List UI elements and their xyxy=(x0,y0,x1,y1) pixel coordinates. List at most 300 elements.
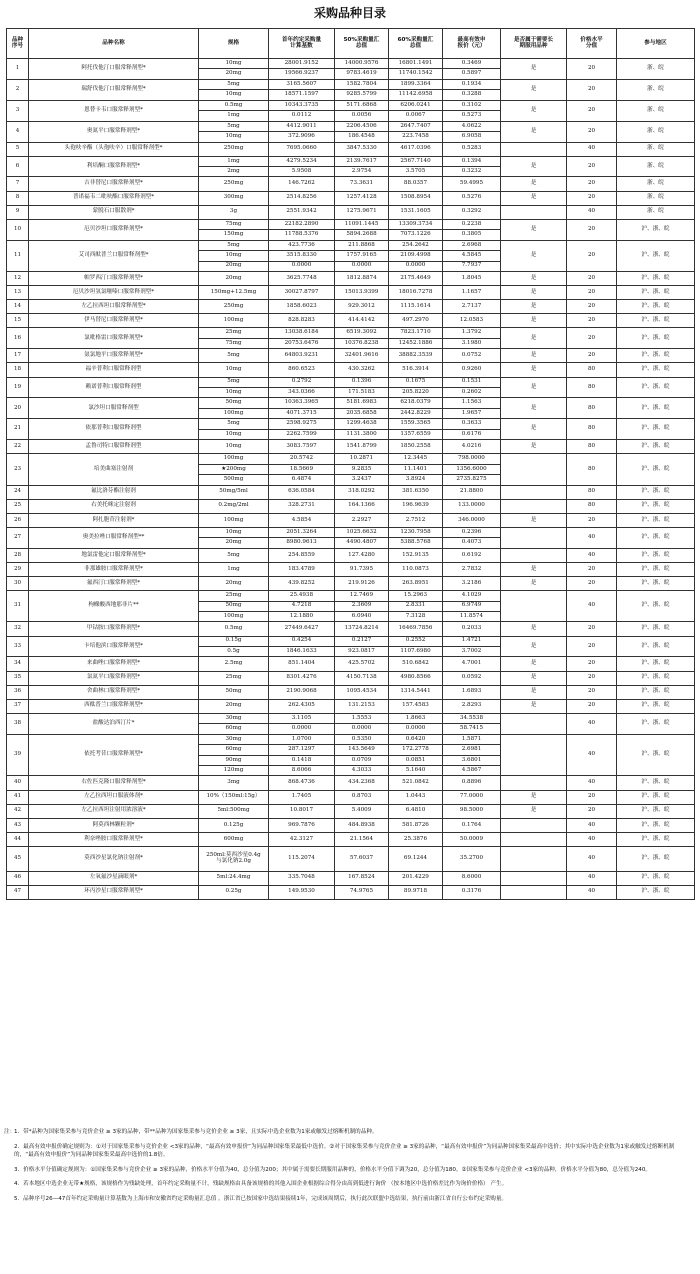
cell-region: 沪、浙、皖 xyxy=(617,885,695,899)
cell-60: 6.4810 xyxy=(389,804,443,818)
cell-50: 21.1564 xyxy=(335,832,389,846)
cell-long-term xyxy=(501,142,567,156)
cell-region: 沪、浙、皖 xyxy=(617,818,695,832)
cell-long-term xyxy=(501,713,567,734)
header-60: 60%采购量汇 总值 xyxy=(389,29,443,59)
cell-drug-name: 奥美拉唑口服常释剂型** xyxy=(29,527,199,548)
table-row xyxy=(7,699,695,713)
cell-price: 798.0000 xyxy=(443,454,501,464)
cell-seq: 26 xyxy=(7,513,29,527)
cell-spec: 20mg xyxy=(199,261,269,271)
cell-spec: 75mg xyxy=(199,338,269,348)
cell-base: 10343.3735 xyxy=(269,100,335,110)
cell-price: 4.0622 xyxy=(443,121,501,131)
cell-price: 0.3288 xyxy=(443,90,501,100)
cell-60: 0.6420 xyxy=(389,734,443,744)
cell-60: 89.9718 xyxy=(389,885,443,899)
table-row xyxy=(7,142,695,156)
table-row xyxy=(7,300,695,314)
cell-seq: 38 xyxy=(7,713,29,734)
cell-seq: 44 xyxy=(7,832,29,846)
cell-seq: 21 xyxy=(7,419,29,440)
cell-spec: 300mg xyxy=(199,191,269,205)
cell-spec: 5mg xyxy=(199,121,269,131)
cell-50: 0.8703 xyxy=(335,790,389,804)
cell-price: 0.2602 xyxy=(443,387,501,397)
cell-60: 201.4229 xyxy=(389,871,443,885)
cell-score: 20 xyxy=(567,671,617,685)
cell-region: 沪、浙、皖 xyxy=(617,699,695,713)
table-row xyxy=(7,485,695,499)
cell-price: 0.3805 xyxy=(443,230,501,240)
cell-base: 4279.5234 xyxy=(269,156,335,166)
cell-base: 18.5669 xyxy=(269,464,335,474)
cell-price: 2.6981 xyxy=(443,745,501,755)
cell-price: 1.1657 xyxy=(443,286,501,300)
cell-base: 4071.3715 xyxy=(269,408,335,418)
cell-long-term: 是 xyxy=(501,790,567,804)
cell-50: 4.3033 xyxy=(335,766,389,776)
cell-base: 2598.9275 xyxy=(269,419,335,429)
cell-score: 40 xyxy=(567,591,617,622)
cell-spec: 100mg xyxy=(199,611,269,621)
cell-seq: 18 xyxy=(7,363,29,377)
cell-seq: 27 xyxy=(7,527,29,548)
cell-price: 1.5871 xyxy=(443,734,501,744)
cell-price: 0.8896 xyxy=(443,776,501,790)
cell-score: 20 xyxy=(567,286,617,300)
table-header-row xyxy=(7,29,695,59)
table-row xyxy=(7,804,695,818)
cell-spec: 5ml:500mg xyxy=(199,804,269,818)
cell-seq: 22 xyxy=(7,440,29,454)
cell-price: 7.7937 xyxy=(443,261,501,271)
cell-spec: 5mg xyxy=(199,548,269,562)
cell-base: 19566.9237 xyxy=(269,69,335,79)
cell-score: 80 xyxy=(567,363,617,377)
cell-drug-name: 卡培他滨口服常释剂型* xyxy=(29,636,199,657)
cell-score: 40 xyxy=(567,142,617,156)
cell-base: 1.0700 xyxy=(269,734,335,744)
cell-score: 20 xyxy=(567,59,617,80)
cell-spec: 60mg xyxy=(199,724,269,734)
cell-score: 40 xyxy=(567,871,617,885)
cell-50: 14000.9576 xyxy=(335,59,389,69)
cell-long-term: 是 xyxy=(501,121,567,142)
cell-score: 20 xyxy=(567,100,617,121)
cell-price: 3.1980 xyxy=(443,338,501,348)
cell-60: 11.1401 xyxy=(389,464,443,474)
cell-base: 860.6523 xyxy=(269,363,335,377)
cell-50: 0.5350 xyxy=(335,734,389,744)
cell-seq: 3 xyxy=(7,100,29,121)
cell-base: 0.2792 xyxy=(269,377,335,387)
cell-spec: 100mg xyxy=(199,513,269,527)
cell-spec: 10%（150ml:15g） xyxy=(199,790,269,804)
cell-seq: 47 xyxy=(7,885,29,899)
cell-spec: 20mg xyxy=(199,699,269,713)
cell-60: 4980.8566 xyxy=(389,671,443,685)
table-row xyxy=(7,156,695,166)
cell-long-term: 是 xyxy=(501,685,567,699)
cell-60: 172.2778 xyxy=(389,745,443,755)
cell-spec: 0.5g xyxy=(199,646,269,656)
cell-50: 1095.4534 xyxy=(335,685,389,699)
cell-50: 1.5553 xyxy=(335,713,389,723)
cell-drug-name: 普诺福韦二吡呋酯口服常释剂型* xyxy=(29,191,199,205)
table-row xyxy=(7,885,695,899)
cell-price: 0.3102 xyxy=(443,100,501,110)
cell-50: 2206.4506 xyxy=(335,121,389,131)
cell-region: 沪、浙、皖 xyxy=(617,685,695,699)
cell-base: 1846.1633 xyxy=(269,646,335,656)
cell-60: 2567.7140 xyxy=(389,156,443,166)
cell-long-term: 是 xyxy=(501,636,567,657)
cell-60: 0.2552 xyxy=(389,636,443,646)
cell-price: 0.3292 xyxy=(443,205,501,219)
cell-60: 1531.1605 xyxy=(389,205,443,219)
cell-60: 3.8924 xyxy=(389,475,443,485)
cell-50: 1257.4128 xyxy=(335,191,389,205)
cell-60: 7823.1710 xyxy=(389,328,443,338)
cell-seq: 46 xyxy=(7,871,29,885)
table-row xyxy=(7,790,695,804)
cell-seq: 28 xyxy=(7,548,29,562)
cell-score: 20 xyxy=(567,314,617,328)
cell-spec: 30mg xyxy=(199,713,269,723)
cell-50: 1299.4638 xyxy=(335,419,389,429)
cell-score: 20 xyxy=(567,300,617,314)
cell-base: 254.8559 xyxy=(269,548,335,562)
cell-base: 1858.6023 xyxy=(269,300,335,314)
cell-50: 4150.7138 xyxy=(335,671,389,685)
cell-seq: 12 xyxy=(7,272,29,286)
cell-spec: 10mg xyxy=(199,387,269,397)
cell-spec: 10mg xyxy=(199,90,269,100)
cell-long-term: 是 xyxy=(501,79,567,100)
cell-spec: 250mg xyxy=(199,142,269,156)
cell-spec: 10mg xyxy=(199,527,269,537)
cell-60: 6218.0379 xyxy=(389,398,443,408)
cell-price: 4.5867 xyxy=(443,766,501,776)
cell-50: 430.3262 xyxy=(335,363,389,377)
cell-seq: 14 xyxy=(7,300,29,314)
cell-spec: 3g xyxy=(199,205,269,219)
cell-60: 2.8331 xyxy=(389,601,443,611)
cell-score: 20 xyxy=(567,121,617,142)
cell-spec: 20mg xyxy=(199,538,269,548)
cell-price: 4.7001 xyxy=(443,657,501,671)
cell-spec: 10mg xyxy=(199,59,269,69)
cell-50: 2139.7617 xyxy=(335,156,389,166)
cell-60: 2.7512 xyxy=(389,513,443,527)
header-region: 参与地区 xyxy=(617,29,695,59)
table-row xyxy=(7,657,695,671)
cell-50: 434.2368 xyxy=(335,776,389,790)
cell-60: 1107.6980 xyxy=(389,646,443,656)
cell-spec: 30mg xyxy=(199,734,269,744)
cell-spec: 250ml:莫西沙星0.4g 与氯化钠2.0g xyxy=(199,847,269,872)
cell-60: 1230.7958 xyxy=(389,527,443,537)
cell-price: 0.3633 xyxy=(443,419,501,429)
cell-50: 73.3631 xyxy=(335,177,389,191)
cell-50: 6.0940 xyxy=(335,611,389,621)
table-row xyxy=(7,622,695,636)
cell-region: 沪、浙、皖 xyxy=(617,363,695,377)
cell-spec: 90mg xyxy=(199,755,269,765)
table-row xyxy=(7,713,695,723)
cell-base: 10.8017 xyxy=(269,804,335,818)
cell-base: 5.9508 xyxy=(269,167,335,177)
cell-long-term xyxy=(501,832,567,846)
cell-region: 沪、浙、皖 xyxy=(617,499,695,513)
cell-spec: 50mg xyxy=(199,685,269,699)
cell-price: 1356.6000 xyxy=(443,464,501,474)
cell-spec: 0.125g xyxy=(199,818,269,832)
cell-50: 74.9765 xyxy=(335,885,389,899)
cell-base: 22182.2890 xyxy=(269,219,335,229)
cell-price: 346.0000 xyxy=(443,513,501,527)
cell-spec: 100mg xyxy=(199,408,269,418)
cell-price: 4.0216 xyxy=(443,440,501,454)
cell-drug-name: 头孢呋辛酯（头孢呋辛）口服常释剂型* xyxy=(29,142,199,156)
cell-60: 7.3128 xyxy=(389,611,443,621)
cell-drug-name: 阿扎胞苷注射剂* xyxy=(29,513,199,527)
cell-base: 183.4789 xyxy=(269,562,335,576)
cell-region: 沪、浙、皖 xyxy=(617,776,695,790)
cell-long-term xyxy=(501,591,567,622)
cell-60: 157.4583 xyxy=(389,699,443,713)
cell-region: 沪、浙、皖 xyxy=(617,377,695,398)
note-item: 1．带*品种为国家集采参与竞价企业 ≥ 3家的品种，带**品种为国家集采参与竞价企业 ≥ 3家，且实际中选企业数为1家或触发过熔断机制的品种。 xyxy=(14,1129,378,1135)
table-row xyxy=(7,240,695,250)
cell-drug-name: 赖诺普利口服常释剂型 xyxy=(29,377,199,398)
cell-score: 20 xyxy=(567,790,617,804)
cell-seq: 6 xyxy=(7,156,29,177)
cell-50: 15013.9399 xyxy=(335,286,389,300)
cell-long-term: 是 xyxy=(501,419,567,440)
cell-score: 20 xyxy=(567,622,617,636)
cell-spec: 100mg xyxy=(199,314,269,328)
cell-50: 211.8868 xyxy=(335,240,389,250)
cell-base: 12.1880 xyxy=(269,611,335,621)
cell-50: 5.4009 xyxy=(335,804,389,818)
cell-price: 8.6000 xyxy=(443,871,501,885)
cell-base: 27449.6427 xyxy=(269,622,335,636)
cell-drug-name: 氟比洛芬酯注射剂 xyxy=(29,485,199,499)
cell-spec: 5mg xyxy=(199,240,269,250)
cell-price: 4.1029 xyxy=(443,591,501,601)
cell-region: 沪、浙、皖 xyxy=(617,419,695,440)
cell-50: 0.0056 xyxy=(335,111,389,121)
cell-seq: 19 xyxy=(7,377,29,398)
cell-seq: 36 xyxy=(7,685,29,699)
cell-60: 1899.3364 xyxy=(389,79,443,89)
cell-60: 12.3445 xyxy=(389,454,443,464)
cell-60: 254.2642 xyxy=(389,240,443,250)
cell-drug-name: 环丙沙星口服常释剂型* xyxy=(29,885,199,899)
cell-region: 沪、浙、皖 xyxy=(617,398,695,419)
cell-50: 167.8524 xyxy=(335,871,389,885)
cell-60: 497.2970 xyxy=(389,314,443,328)
cell-spec: 25mg xyxy=(199,671,269,685)
cell-60: 2175.4649 xyxy=(389,272,443,286)
cell-price: 1.6893 xyxy=(443,685,501,699)
cell-60: 13309.3734 xyxy=(389,219,443,229)
cell-seq: 40 xyxy=(7,776,29,790)
cell-base: 42.3127 xyxy=(269,832,335,846)
cell-base: 439.8252 xyxy=(269,577,335,591)
cell-price: 3.2186 xyxy=(443,577,501,591)
cell-drug-name: 右佐匹克隆口服常释剂型* xyxy=(29,776,199,790)
cell-price: 1.3792 xyxy=(443,328,501,338)
cell-base: 262.4305 xyxy=(269,699,335,713)
cell-spec: 150mg+12.5mg xyxy=(199,286,269,300)
cell-50: 186.4548 xyxy=(335,132,389,142)
cell-score: 40 xyxy=(567,776,617,790)
cell-base: 146.7262 xyxy=(269,177,335,191)
cell-region: 沪、浙、皖 xyxy=(617,485,695,499)
cell-base: 8980.9613 xyxy=(269,538,335,548)
cell-spec: 50mg xyxy=(199,601,269,611)
cell-60: 12452.1886 xyxy=(389,338,443,348)
cell-score: 20 xyxy=(567,685,617,699)
cell-seq: 2 xyxy=(7,79,29,100)
cell-long-term: 是 xyxy=(501,314,567,328)
cell-60: 11142.6958 xyxy=(389,90,443,100)
cell-drug-name: 舍曲林口服常释剂型* xyxy=(29,685,199,699)
cell-60: 4617.0396 xyxy=(389,142,443,156)
cell-long-term: 是 xyxy=(501,377,567,398)
cell-spec: 0.5mg xyxy=(199,622,269,636)
cell-region: 沪、浙、皖 xyxy=(617,454,695,485)
cell-50: 57.6037 xyxy=(335,847,389,872)
cell-50: 0.0000 xyxy=(335,261,389,271)
cell-seq: 17 xyxy=(7,349,29,363)
cell-score: 20 xyxy=(567,191,617,205)
cell-seq: 43 xyxy=(7,818,29,832)
cell-spec: 5mg xyxy=(199,349,269,363)
cell-long-term: 是 xyxy=(501,156,567,177)
table-row xyxy=(7,454,695,464)
cell-price: 1.9657 xyxy=(443,408,501,418)
cell-price: 3.6801 xyxy=(443,755,501,765)
cell-60: 1357.6559 xyxy=(389,429,443,439)
cell-seq: 4 xyxy=(7,121,29,142)
cell-region: 沪、浙、皖 xyxy=(617,349,695,363)
cell-seq: 33 xyxy=(7,636,29,657)
cell-drug-name: 氯吡格雷口服常释剂型* xyxy=(29,328,199,349)
cell-seq: 15 xyxy=(7,314,29,328)
cell-score: 80 xyxy=(567,440,617,454)
table-row xyxy=(7,219,695,229)
cell-base: 8301.4276 xyxy=(269,671,335,685)
cell-drug-name: 氯氮平口服常释剂型* xyxy=(29,671,199,685)
cell-base: 10363.3965 xyxy=(269,398,335,408)
cell-60: 2647.7407 xyxy=(389,121,443,131)
cell-region: 沪、浙、皖 xyxy=(617,804,695,818)
cell-spec: 50mg xyxy=(199,398,269,408)
cell-region: 沪、浙、皖 xyxy=(617,219,695,240)
cell-long-term: 是 xyxy=(501,804,567,818)
cell-50: 5894.2688 xyxy=(335,230,389,240)
table-row xyxy=(7,776,695,790)
cell-drug-name: 氟西汀口服常释剂型* xyxy=(29,577,199,591)
cell-drug-name: 非那雄胺口服常释剂型* xyxy=(29,562,199,576)
table-row xyxy=(7,349,695,363)
cell-region: 浙、皖 xyxy=(617,177,695,191)
cell-long-term: 是 xyxy=(501,398,567,419)
cell-drug-name: 吉非替尼口服常释剂型* xyxy=(29,177,199,191)
cell-50: 5171.6868 xyxy=(335,100,389,110)
cell-price: 35.2700 xyxy=(443,847,501,872)
cell-60: 25.3876 xyxy=(389,832,443,846)
cell-50: 5181.6983 xyxy=(335,398,389,408)
cell-60: 15.2963 xyxy=(389,591,443,601)
cell-base: 3.1105 xyxy=(269,713,335,723)
cell-long-term: 是 xyxy=(501,219,567,240)
cell-base: 11788.5376 xyxy=(269,230,335,240)
cell-score: 20 xyxy=(567,513,617,527)
cell-50: 3.2437 xyxy=(335,475,389,485)
cell-long-term: 是 xyxy=(501,300,567,314)
cell-50: 13724.8214 xyxy=(335,622,389,636)
cell-seq: 32 xyxy=(7,622,29,636)
cell-price: 0.0592 xyxy=(443,671,501,685)
cell-long-term xyxy=(501,847,567,872)
cell-region: 沪、浙、皖 xyxy=(617,286,695,300)
cell-spec: 10mg xyxy=(199,251,269,261)
cell-drug-name: 左乙拉西坦口服常释剂型* xyxy=(29,300,199,314)
cell-region: 沪、浙、皖 xyxy=(617,240,695,271)
cell-spec: 20mg xyxy=(199,577,269,591)
cell-base: 636.0584 xyxy=(269,485,335,499)
cell-drug-name: 左乙拉西坦注射用浓溶液* xyxy=(29,804,199,818)
cell-long-term: 是 xyxy=(501,671,567,685)
cell-spec: 1mg xyxy=(199,562,269,576)
cell-price: 2.7137 xyxy=(443,300,501,314)
cell-score: 40 xyxy=(567,527,617,548)
cell-60: 1314.5441 xyxy=(389,685,443,699)
table-row xyxy=(7,527,695,537)
table-row xyxy=(7,591,695,601)
cell-score: 20 xyxy=(567,562,617,576)
cell-region: 浙、皖 xyxy=(617,156,695,177)
table-row xyxy=(7,499,695,513)
cell-score: 80 xyxy=(567,454,617,485)
cell-base: 2551.9342 xyxy=(269,205,335,219)
cell-region: 沪、浙、皖 xyxy=(617,300,695,314)
header-base: 首年约定采购量 计算基数 xyxy=(269,29,335,59)
table-row xyxy=(7,548,695,562)
cell-drug-name: 氨氯地平口服常释剂型* xyxy=(29,349,199,363)
cell-60: 110.0873 xyxy=(389,562,443,576)
cell-long-term xyxy=(501,527,567,548)
cell-long-term xyxy=(501,454,567,485)
cell-seq: 42 xyxy=(7,804,29,818)
cell-base: 0.1418 xyxy=(269,755,335,765)
cell-region: 沪、浙、皖 xyxy=(617,847,695,872)
cell-spec: 3mg xyxy=(199,776,269,790)
header-seq: 品种 序号 xyxy=(7,29,29,59)
table-row xyxy=(7,440,695,454)
cell-score: 40 xyxy=(567,205,617,219)
cell-base: 328.2731 xyxy=(269,499,335,513)
cell-spec: 25mg xyxy=(199,591,269,601)
cell-base: 28001.9152 xyxy=(269,59,335,69)
cell-60: 521.0842 xyxy=(389,776,443,790)
cell-seq: 1 xyxy=(7,59,29,80)
